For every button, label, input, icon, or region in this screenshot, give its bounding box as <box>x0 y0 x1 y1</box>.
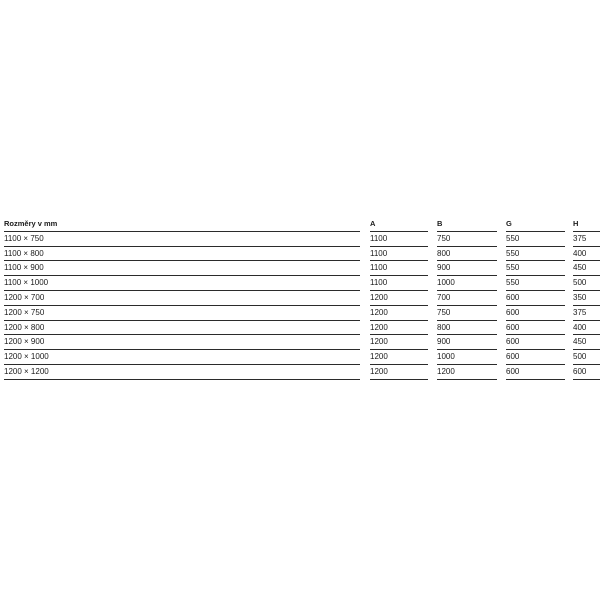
cell-size: 1200 × 700 <box>4 291 360 306</box>
cell-g: 550 <box>506 247 565 262</box>
cell-size: 1100 × 750 <box>4 232 360 247</box>
table-row <box>4 291 600 306</box>
table-row <box>4 306 600 321</box>
table-row <box>4 335 600 350</box>
cell-b: 800 <box>437 321 497 336</box>
header-size: Rozměry v mm <box>4 217 360 232</box>
cell-a: 1100 <box>370 247 428 262</box>
cell-size: 1100 × 900 <box>4 261 360 276</box>
cell-g: 550 <box>506 261 565 276</box>
table-row <box>4 232 600 247</box>
table-row <box>4 350 600 365</box>
dimensions-table <box>4 217 600 380</box>
cell-a: 1200 <box>370 291 428 306</box>
cell-a: 1200 <box>370 350 428 365</box>
header-b: B <box>437 217 497 232</box>
cell-size: 1200 × 1000 <box>4 350 360 365</box>
cell-b: 700 <box>437 291 497 306</box>
cell-g: 550 <box>506 232 565 247</box>
cell-b: 750 <box>437 306 497 321</box>
cell-g: 600 <box>506 291 565 306</box>
cell-a: 1100 <box>370 276 428 291</box>
table-row <box>4 261 600 276</box>
cell-b: 750 <box>437 232 497 247</box>
cell-h: 600 <box>573 365 600 380</box>
cell-a: 1100 <box>370 232 428 247</box>
cell-g: 600 <box>506 335 565 350</box>
table-row <box>4 247 600 262</box>
cell-h: 350 <box>573 291 600 306</box>
cell-size: 1100 × 800 <box>4 247 360 262</box>
cell-a: 1100 <box>370 261 428 276</box>
cell-size: 1100 × 1000 <box>4 276 360 291</box>
cell-g: 600 <box>506 306 565 321</box>
cell-b: 900 <box>437 261 497 276</box>
cell-h: 500 <box>573 350 600 365</box>
cell-h: 400 <box>573 247 600 262</box>
cell-h: 375 <box>573 306 600 321</box>
table-row <box>4 321 600 336</box>
cell-g: 600 <box>506 350 565 365</box>
cell-h: 375 <box>573 232 600 247</box>
cell-b: 1000 <box>437 276 497 291</box>
cell-h: 400 <box>573 321 600 336</box>
cell-size: 1200 × 800 <box>4 321 360 336</box>
cell-b: 900 <box>437 335 497 350</box>
cell-b: 1000 <box>437 350 497 365</box>
header-h: H <box>573 217 600 232</box>
cell-g: 600 <box>506 365 565 380</box>
header-a: A <box>370 217 428 232</box>
cell-g: 600 <box>506 321 565 336</box>
cell-a: 1200 <box>370 365 428 380</box>
cell-size: 1200 × 900 <box>4 335 360 350</box>
cell-h: 500 <box>573 276 600 291</box>
header-g: G <box>506 217 565 232</box>
table-header-row <box>4 217 600 232</box>
table-row <box>4 365 600 380</box>
cell-size: 1200 × 750 <box>4 306 360 321</box>
cell-g: 550 <box>506 276 565 291</box>
cell-h: 450 <box>573 335 600 350</box>
table-row <box>4 276 600 291</box>
cell-h: 450 <box>573 261 600 276</box>
cell-a: 1200 <box>370 335 428 350</box>
cell-size: 1200 × 1200 <box>4 365 360 380</box>
cell-b: 1200 <box>437 365 497 380</box>
cell-b: 800 <box>437 247 497 262</box>
cell-a: 1200 <box>370 321 428 336</box>
cell-a: 1200 <box>370 306 428 321</box>
